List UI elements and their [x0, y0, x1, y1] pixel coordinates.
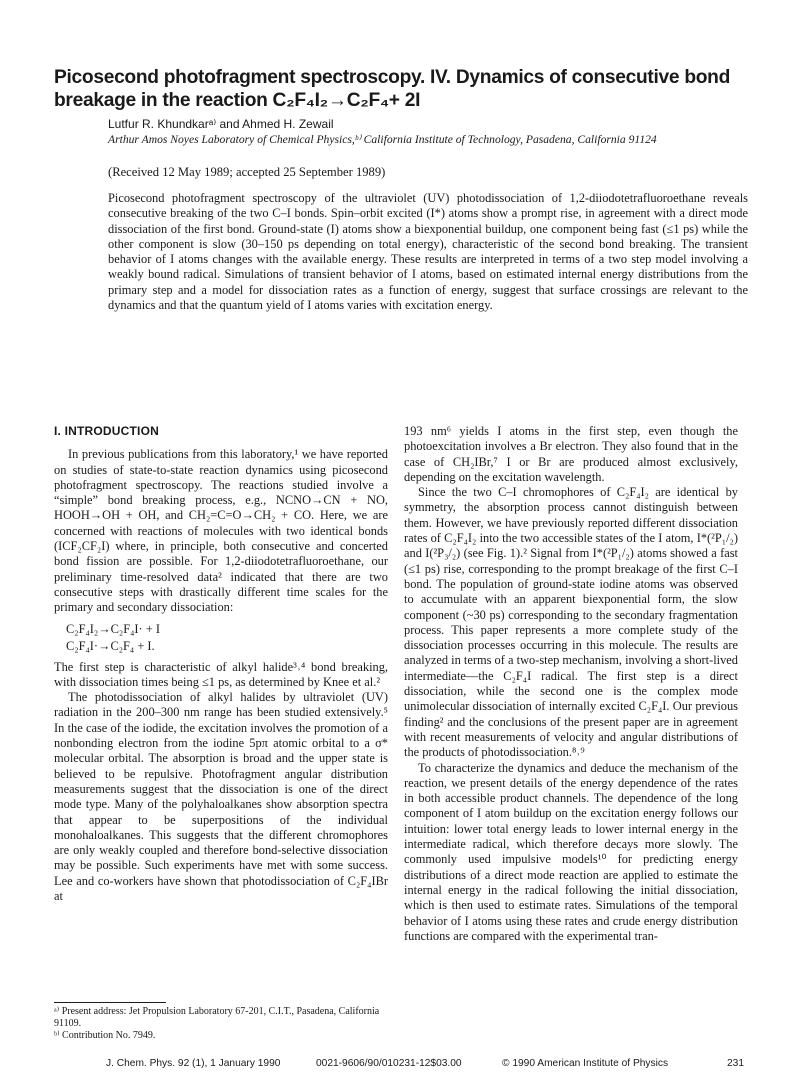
paragraph: In previous publications from this laboratory,¹ we have reported on studies of state-to-state reaction dynamics using picosecond photofragment spectroscopy. The reactions studied involve a “simple” bond breaking process, e.g., NCNO→CN + NO, HOOH→OH + OH, and CH₂=C=O→CH₂ + CO. Here, we are concerned with reactions of molecules with two identical bonds (ICF₂CF₂I) where, in principle, both consecutive and concerted bond fission are possible. For 1,2-diiodotetrafluoroethane, our preliminary time-resolved data² indicated that there are two consecutive steps with drastically different time scales for the primary and secondary dissociation:: [54, 447, 388, 615]
section-heading: I. INTRODUCTION: [54, 424, 159, 438]
copyright: © 1990 American Institute of Physics: [502, 1058, 669, 1069]
footnote-b: ᵇ⁾ Contribution No. 7949.: [54, 1030, 156, 1041]
article-title: Picosecond photofragment spectroscopy. IV. Dynamics of consecutive bond breakage in the reaction C₂F₄I₂→C₂F₄+ 2I: [54, 67, 730, 111]
paragraph: To characterize the dynamics and deduce the mechanism of the reaction, we present details of the energy dependence of the rates in both accessible product channels. The dependence of the long component of I atom buildup on the excitation energy follows our intuition: lower total energy leads to lower internal energy in the intermediate radical, which therefore decays more slowly. The commonly used impulsive models¹⁰ for predicting energy distributions of a direct mode reaction are applied to estimate the internal energy in the radical following the initial dissociation, which is then used to estimate rates. Simulations of the temporal behavior of I atoms using these rates and crude energy distribution functions are compared with the experimental tran-: [404, 760, 738, 943]
right-column: [404, 424, 738, 944]
page-footer: [54, 1058, 744, 1072]
article-code: 0021-9606/90/010231-12$03.00: [316, 1058, 462, 1069]
paragraph: The first step is characteristic of alkyl halide³˒⁴ bond breaking, with dissociation times being ≤1 ps, as determined by Knee et al.²: [54, 659, 388, 689]
received-dates: (Received 12 May 1989; accepted 25 September 1989): [108, 165, 386, 179]
reaction-step-2: C₂F₄I·→C₂F₄ + I.: [66, 638, 155, 653]
footnote-a: ᵃ⁾ Present address: Jet Propulsion Laboratory 67-201, C.I.T., Pasadena, California 91109.: [54, 1006, 380, 1029]
page-number: 231: [727, 1058, 744, 1069]
left-column: [54, 424, 388, 904]
paragraph: 193 nm⁶ yields I atoms in the first step, even though the photoexcitation involves a Br electron. They also found that in the case of CH₂IBr,⁷ I or Br are produced almost exclusively, depending on the excitation wavelength.: [404, 424, 738, 484]
paragraph: Since the two C–I chromophores of C₂F₄I₂ are identical by symmetry, the absorption process cannot distinguish between them. However, we have previously reported different dissociation rates of C₂F₄I₂ into the two accessible states of the I atom, I*(²P₁/₂) and I(²P₃/₂) (see Fig. 1).² Signal from I*(²P₁/₂) atoms showed a fast (≤1 ps) rise, corresponding to the prompt breakage of the first C–I bond. The population of ground-state iodine atoms was observed to accumulate with an apparent biexponential form, the slow component (~30 ps) corresponding to the secondary fragmentation process. This paper represents a more complete study of the dissociation processes occurring in this molecule. The results are analyzed in terms of a two-step mechanism, involving a short-lived intermediate—the C₂F₄I radical. The first step is a direct dissociation, while the second one is the complex mode unimolecular dissociation of internally excited C₂F₄I. Our previous finding² and the conclusions of the present paper are in agreement with recent measurements of velocity and angular distributions of the products of photodissociation.⁸˒⁹: [404, 485, 738, 760]
journal-citation: J. Chem. Phys. 92 (1), 1 January 1990: [106, 1058, 281, 1069]
footnote-divider: [54, 1002, 166, 1003]
abstract: Picosecond photofragment spectroscopy of the ultraviolet (UV) photodissociation of 1,2-diiodotetrafluoroethane reveals consecutive breaking of the two C–I bonds. Spin–orbit excited (I*) atoms show a prompt rise, in agreement with a direct mode dissociation of the first bond. Ground-state (I) atoms show a biexponential buildup, one component being fast (≤1 ps) while the other component is slow (30–150 ps depending on total energy), characteristic of the second bond breaking. The transient behavior of I atoms changes with the available energy. These results are interpreted in terms of a two step model involving a weakly bound radical. Simulations of transient behavior of I atoms, based on estimated internal energy distributions from the primary step and a model for dissociation rates as a function of energy, suggest that surface crossings are relevant to the dynamics and that the quantum yield of I atoms varies with excitation energy.: [108, 191, 748, 313]
author-list: Lutfur R. Khundkarᵃ⁾ and Ahmed H. Zewail: [108, 117, 334, 131]
reaction-step-1: C₂F₄I₂→C₂F₄I· + I: [66, 621, 160, 636]
reaction-scheme: [66, 621, 388, 655]
paragraph: The photodissociation of alkyl halides by ultraviolet (UV) radiation in the 200–300 nm range has been studied extensively.⁵ In the case of the iodide, the excitation involves the promotion of a nonbonding electron from the iodine 5pπ atomic orbital to a σ* molecular orbital. The absorption is broad and the upper state is believed to be repulsive. Photofragment angular distribution measurements suggest that the dissociation is one of the direct mode type. Many of the polyhaloalkanes show absorption spectra that appear to be superpositions of the individual monohaloalkanes. This suggests that the different chromophores are only weakly coupled and therefore bond-selective dissociation may be possible. Such experiments have met with some success. Lee and co-workers have shown that photodissociation of C₂F₄IBr at: [54, 690, 388, 904]
affiliation: Arthur Amos Noyes Laboratory of Chemical Physics,ᵇ⁾ California Institute of Technology, Pasadena, California 91124: [108, 133, 657, 146]
footnotes: [54, 1006, 388, 1042]
